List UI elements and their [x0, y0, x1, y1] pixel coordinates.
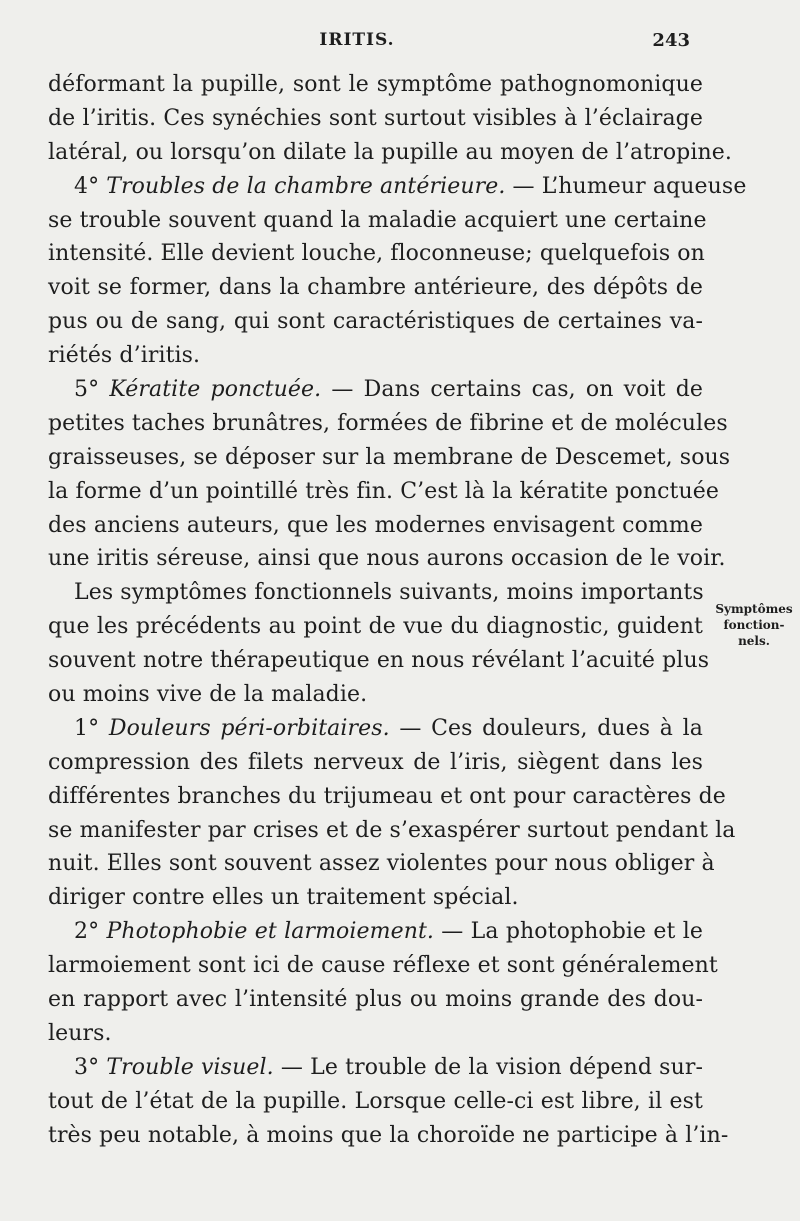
text-segment: la forme d’un pointillé très fin. C’est là la kératite ponctuée: [48, 478, 719, 504]
text-segment: compression des filets nerveux de l’iris, siègent dans les: [48, 749, 703, 775]
text-line: [48, 746, 703, 780]
text-segment: petites taches brunâtres, formées de fibrine et de molécules: [48, 410, 728, 436]
text-segment: — Ces douleurs, dues à la: [389, 715, 703, 741]
text-segment: 5°: [74, 377, 110, 403]
text-line: [48, 509, 703, 543]
text-line: [48, 576, 703, 610]
text-line: [48, 780, 726, 814]
text-line: [48, 373, 703, 407]
text-segment: diriger contre elles un traitement spécial.: [48, 885, 519, 911]
text-segment: se manifester par crises et de s’exaspérer surtout pendant la: [48, 817, 736, 843]
page-number: 243: [652, 30, 690, 51]
text-segment: tout de l’état de la pupille. Lorsque celle-ci est libre, il est: [48, 1088, 703, 1114]
text-line: [48, 136, 732, 170]
text-line: [48, 407, 728, 441]
text-segment: nuit. Elles sont souvent assez violentes pour nous obliger à: [48, 851, 715, 877]
text-segment: déformant la pupille, sont le symptôme pathognomonique: [48, 72, 703, 97]
text-segment: graisseuses, se déposer sur la membrane de Descemet, sous: [48, 444, 731, 470]
text-line: [48, 1085, 703, 1119]
text-line: [48, 237, 703, 271]
running-title: IRITIS.: [319, 30, 395, 50]
text-line: [48, 204, 707, 238]
text-line: [48, 339, 703, 373]
text-segment: riétés d’iritis.: [48, 343, 201, 369]
text-line: [48, 1119, 729, 1153]
italic-heading: Kératite ponctuée.: [109, 377, 322, 403]
text-line: [48, 68, 703, 102]
text-segment: souvent notre thérapeutique en nous révélant l’acuité plus: [48, 648, 710, 674]
text-line: [48, 983, 703, 1017]
text-line: [48, 847, 715, 881]
text-segment: — Dans certains cas, on voit de: [321, 377, 704, 403]
text-segment: pus ou de sang, qui sont caractéristiques de certaines va-: [48, 309, 703, 335]
text-segment: latéral, ou lorsqu’on dilate la pupille au moyen de l’atropine.: [48, 139, 732, 165]
text-segment: ou moins vive de la maladie.: [48, 682, 368, 708]
margin-note-line: Symptômes: [715, 602, 793, 616]
italic-heading: Photophobie et larmoiement.: [106, 919, 435, 945]
margin-note: [712, 601, 796, 649]
text-segment: très peu notable, à moins que la choroïde ne participe à l’in-: [48, 1122, 729, 1148]
text-line: [48, 814, 736, 848]
text-segment: intensité. Elle devient louche, floconneuse; quelquefois on: [48, 241, 705, 267]
text-segment: 4°: [74, 173, 107, 199]
text-segment: une iritis séreuse, ainsi que nous aurons occasion de le voir.: [48, 546, 726, 572]
text-line: [48, 1051, 703, 1085]
text-segment: différentes branches du trijumeau et ont pour caractères de: [48, 783, 726, 809]
text-segment: — L’humeur aqueuse: [505, 173, 747, 199]
text-line: [48, 610, 703, 644]
text-segment: — La photophobie et le: [434, 919, 703, 945]
text-segment: 3°: [74, 1054, 107, 1080]
text-segment: de l’iritis. Ces synéchies sont surtout visibles à l’éclairage: [48, 105, 703, 131]
text-line: [48, 881, 703, 915]
margin-note-line: fonction-: [723, 618, 785, 632]
page-header: [42, 30, 690, 60]
text-line: [48, 475, 719, 509]
text-segment: Les symptômes fonctionnels suivants, moins importants: [74, 580, 704, 606]
text-line: [48, 271, 703, 305]
text-segment: que les précédents au point de vue du diagnostic, guident: [48, 614, 703, 640]
text-segment: 1°: [74, 715, 109, 741]
text-line: [48, 542, 726, 576]
text-segment: voit se former, dans la chambre antérieure, des dépôts de: [48, 275, 703, 301]
margin-note-line: nels.: [738, 634, 770, 648]
text-segment: larmoiement sont ici de cause réflexe et sont généralement: [48, 953, 718, 979]
text-line: [48, 441, 731, 475]
text-line: [48, 102, 703, 136]
body-text: [48, 68, 747, 1153]
text-line: [48, 305, 703, 339]
text-segment: en rapport avec l’intensité plus ou moins grande des dou-: [48, 987, 703, 1013]
italic-heading: Douleurs péri-orbitaires.: [108, 715, 390, 741]
text-segment: — Le trouble de la vision dépend sur-: [273, 1054, 703, 1080]
text-line: [48, 170, 747, 204]
text-line: [48, 949, 718, 983]
italic-heading: Troubles de la chambre antérieure.: [106, 173, 506, 199]
text-line: [48, 644, 710, 678]
text-segment: se trouble souvent quand la maladie acquiert une certaine: [48, 207, 707, 233]
italic-heading: Trouble visuel.: [106, 1054, 274, 1080]
text-line: [48, 712, 703, 746]
text-line: [48, 915, 703, 949]
text-line: [48, 678, 703, 712]
text-segment: 2°: [74, 919, 107, 945]
text-segment: des anciens auteurs, que les modernes envisagent comme: [48, 512, 703, 538]
text-segment: leurs.: [48, 1020, 112, 1046]
text-line: [48, 1017, 703, 1051]
